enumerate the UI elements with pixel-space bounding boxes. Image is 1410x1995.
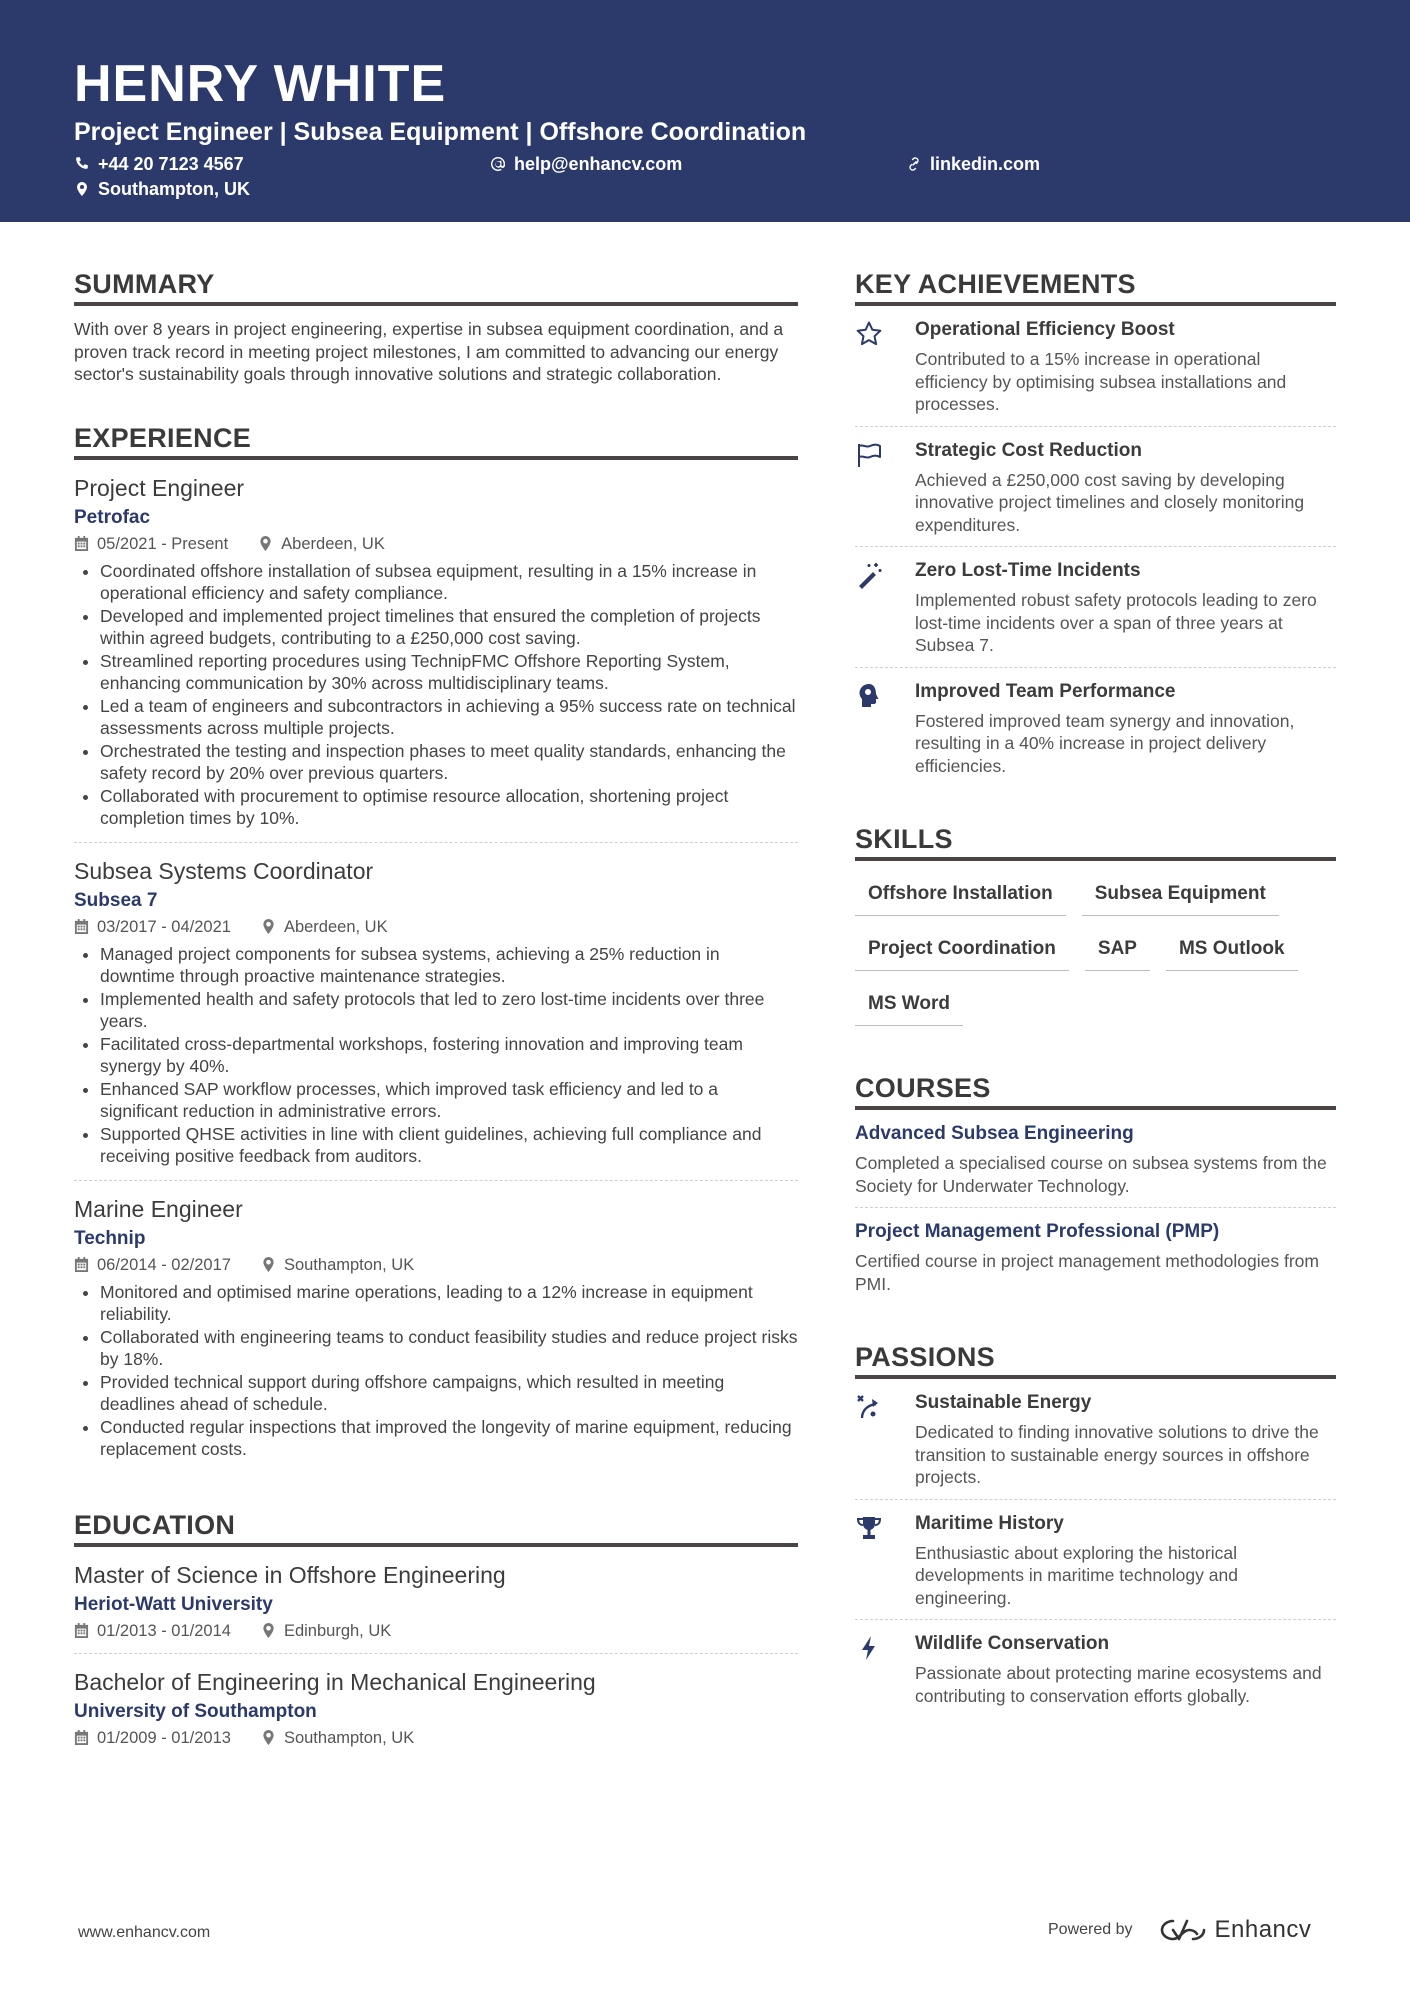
passion-title: Sustainable Energy <box>915 1392 1092 1413</box>
at-icon <box>490 156 506 172</box>
trophy-icon <box>855 1514 883 1542</box>
location-text: Southampton, UK <box>98 179 250 199</box>
entry-meta <box>74 534 798 554</box>
bullet-item: • Collaborated with procurement to optimise resource allocation, shortening project completion times by 10%. <box>100 785 798 830</box>
achievement-item <box>855 547 1336 668</box>
achievement-title: Operational Efficiency Boost <box>915 319 1175 340</box>
calendar-icon <box>74 536 89 551</box>
entry-meta <box>74 1255 798 1275</box>
candidate-name: HENRY WHITE <box>74 55 447 113</box>
summary-section <box>74 268 798 386</box>
passion-desc: Dedicated to finding innovative solutions to drive the transition to sustainable energy sources in offshore projects. <box>915 1422 1319 1487</box>
contact-linkedin[interactable] <box>906 155 1040 173</box>
link-icon <box>906 156 922 172</box>
achievement-item <box>855 668 1336 788</box>
course-title: Project Management Professional (PMP) <box>855 1221 1220 1242</box>
location-pin-icon <box>261 1623 276 1638</box>
course-title: Advanced Subsea Engineering <box>855 1123 1134 1144</box>
achievements-section <box>855 268 1336 787</box>
section-title: SUMMARY <box>74 268 798 306</box>
phone-text: +44 20 7123 4567 <box>98 154 244 174</box>
degree-title: Bachelor of Engineering in Mechanical Engineering <box>74 1668 596 1695</box>
skills-list <box>855 871 1336 1036</box>
bullet-item: • Provided technical support during offshore campaigns, which resulted in meeting deadlines ahead of schedule. <box>100 1371 798 1416</box>
entry-location: Southampton, UK <box>283 1255 415 1274</box>
linkedin-text: linkedin.com <box>930 154 1041 174</box>
passion-title: Wildlife Conservation <box>915 1633 1110 1654</box>
company-name: Subsea 7 <box>74 889 158 911</box>
location-pin-icon <box>258 536 273 551</box>
passion-item <box>855 1620 1336 1717</box>
contact-phone <box>74 155 244 173</box>
passions-section <box>855 1341 1336 1717</box>
achievement-item <box>855 306 1336 427</box>
passion-desc: Passionate about protecting marine ecosystems and contributing to conservation efforts globally. <box>915 1663 1322 1706</box>
course-desc: Completed a specialised course on subsea systems from the Society for Underwater Technology. <box>855 1153 1327 1196</box>
skill-tag: MS Outlook <box>1166 926 1298 971</box>
course-item <box>855 1208 1336 1305</box>
entry-dates: 05/2021 - Present <box>97 534 229 553</box>
passion-desc: Enthusiastic about exploring the historical developments in maritime technology and engineering. <box>915 1542 1238 1608</box>
calendar-icon <box>74 1730 89 1745</box>
section-title: EDUCATION <box>74 1509 798 1547</box>
entry-location: Southampton, UK <box>283 1728 415 1747</box>
skill-tag: Subsea Equipment <box>1082 871 1279 916</box>
achievement-desc: Achieved a £250,000 cost saving by developing innovative project timelines and closely monitoring expenditures. <box>915 469 1305 535</box>
entry-location: Aberdeen, UK <box>281 534 385 553</box>
left-column <box>74 268 798 1796</box>
section-title: SKILLS <box>855 823 1336 861</box>
achievement-desc: Implemented robust safety protocols leading to zero lost-time incidents over a span of three years at Subsea 7. <box>915 590 1317 655</box>
bullet-item: • Enhanced SAP workflow processes, which improved task efficiency and led to a significant reduction in administrative errors. <box>100 1078 798 1123</box>
footer-website[interactable]: www.enhancv.com <box>78 1924 211 1941</box>
bolt-icon <box>855 1634 883 1662</box>
footer-branding <box>1048 1916 1311 1944</box>
brand-name: Enhancv <box>1214 1916 1312 1943</box>
experience-entry <box>74 460 798 843</box>
company-name: Technip <box>74 1227 146 1249</box>
bullet-item: • Monitored and optimised marine operations, leading to a 12% increase in equipment reliability. <box>100 1281 798 1326</box>
passion-item <box>855 1379 1336 1500</box>
location-pin-icon <box>261 1730 276 1745</box>
bullet-item: • Led a team of engineers and subcontractors in achieving a 95% success rate on technical assessments across multiple projects. <box>100 695 798 740</box>
bullet-item: • Collaborated with engineering teams to conduct feasibility studies and reduce project risks by 18%. <box>100 1326 798 1371</box>
achievement-desc: Contributed to a 15% increase in operational efficiency by optimising subsea installations and processes. <box>915 349 1287 414</box>
company-name: Petrofac <box>74 506 151 528</box>
entry-meta <box>74 1728 798 1748</box>
bullet-item: • Developed and implemented project timelines that ensured the completion of projects within agreed budgets, contributing to a £250,000 cost saving. <box>100 605 798 650</box>
phone-icon <box>74 156 90 172</box>
passion-title: Maritime History <box>915 1512 1064 1534</box>
bullet-item: • Facilitated cross-departmental workshops, fostering innovation and improving team synergy by 40%. <box>100 1033 798 1078</box>
skill-tag: SAP <box>1085 926 1150 971</box>
achievement-title: Zero Lost-Time Incidents <box>915 560 1141 581</box>
experience-entry <box>74 843 798 1181</box>
experience-section <box>74 422 798 1473</box>
entry-location: Edinburgh, UK <box>283 1621 392 1640</box>
school-name: Heriot-Watt University <box>74 1593 273 1615</box>
entry-location: Aberdeen, UK <box>283 917 388 936</box>
entry-meta <box>74 917 798 937</box>
achievement-item <box>855 427 1336 548</box>
bullet-item: • Streamlined reporting procedures using TechnipFMC Offshore Reporting System, enhancing communication by 30% across multidisciplinary teams. <box>100 650 798 695</box>
section-title: PASSIONS <box>855 1341 1336 1379</box>
section-title: EXPERIENCE <box>74 422 798 460</box>
entry-dates: 01/2013 - 01/2014 <box>97 1621 231 1640</box>
section-title: COURSES <box>855 1072 1336 1110</box>
job-title: Subsea Systems Coordinator <box>74 857 374 884</box>
bullet-list <box>74 560 798 830</box>
section-title: KEY ACHIEVEMENTS <box>855 268 1336 306</box>
location-pin-icon <box>74 181 90 197</box>
experience-entry <box>74 1181 798 1473</box>
achievement-desc: Fostered improved team synergy and innovation, resulting in a 40% increase in project delivery efficiencies. <box>915 710 1295 776</box>
entry-dates: 06/2014 - 02/2017 <box>97 1255 231 1274</box>
summary-text: With over 8 years in project engineering, expertise in subsea equipment coordination, and a proven track record in meeting project milestones, I am committed to advancing our energy sector's sustainability goals through innovative solutions and strategic collaboration. <box>74 319 784 384</box>
entry-dates: 01/2009 - 01/2013 <box>97 1728 231 1747</box>
email-text: help@enhancv.com <box>514 154 683 174</box>
skills-section <box>855 823 1336 1036</box>
course-item <box>855 1110 1336 1208</box>
education-section <box>74 1509 798 1760</box>
calendar-icon <box>74 1257 89 1272</box>
job-title: Project Engineer <box>74 474 245 501</box>
degree-title: Master of Science in Offshore Engineering <box>74 1561 506 1588</box>
star-icon <box>855 320 883 348</box>
course-desc: Certified course in project management methodologies from PMI. <box>855 1251 1319 1294</box>
bullet-item: • Orchestrated the testing and inspection phases to meet quality standards, enhancing the safety record by 20% over previous quarters. <box>100 740 798 785</box>
magic-wand-icon <box>855 561 883 589</box>
head-idea-icon <box>855 682 883 710</box>
flag-icon <box>855 441 883 469</box>
courses-section <box>855 1072 1336 1305</box>
resume-header <box>0 0 1410 222</box>
headline: Project Engineer | Subsea Equipment | Offshore Coordination <box>74 118 807 146</box>
right-column <box>855 268 1336 1753</box>
skill-tag: Offshore Installation <box>855 871 1066 916</box>
bullet-item: • Coordinated offshore installation of subsea equipment, resulting in a 15% increase in operational efficiency and safety compliance. <box>100 560 798 605</box>
achievement-title: Improved Team Performance <box>915 680 1176 702</box>
entry-meta <box>74 1621 798 1641</box>
entry-dates: 03/2017 - 04/2021 <box>97 917 231 936</box>
achievement-title: Strategic Cost Reduction <box>915 439 1142 461</box>
passion-item <box>855 1500 1336 1621</box>
contact-location <box>74 180 250 198</box>
location-pin-icon <box>261 1257 276 1272</box>
bullet-item: • Managed project components for subsea systems, achieving a 25% reduction in downtime through proactive maintenance strategies. <box>100 943 798 988</box>
bullet-item: • Implemented health and safety protocols that led to zero lost-time incidents over three years. <box>100 988 798 1033</box>
education-entry <box>74 1547 798 1654</box>
skill-tag: Project Coordination <box>855 926 1069 971</box>
job-title: Marine Engineer <box>74 1195 243 1222</box>
bullet-item: • Supported QHSE activities in line with client guidelines, achieving full compliance and receiving positive feedback from auditors. <box>100 1123 798 1168</box>
bullet-list <box>74 943 798 1168</box>
skill-tag: MS Word <box>855 981 963 1026</box>
education-entry <box>74 1654 798 1760</box>
school-name: University of Southampton <box>74 1700 317 1722</box>
bullet-list <box>74 1281 798 1461</box>
location-pin-icon <box>261 919 276 934</box>
bullet-item: • Conducted regular inspections that improved the longevity of marine equipment, reducing replacement costs. <box>100 1416 798 1461</box>
enhancv-logo-icon <box>1159 1917 1207 1943</box>
calendar-icon <box>74 1623 89 1638</box>
strategy-icon <box>855 1393 883 1421</box>
calendar-icon <box>74 919 89 934</box>
contact-email[interactable] <box>490 155 682 173</box>
powered-by-text: Powered by <box>1048 1921 1133 1938</box>
